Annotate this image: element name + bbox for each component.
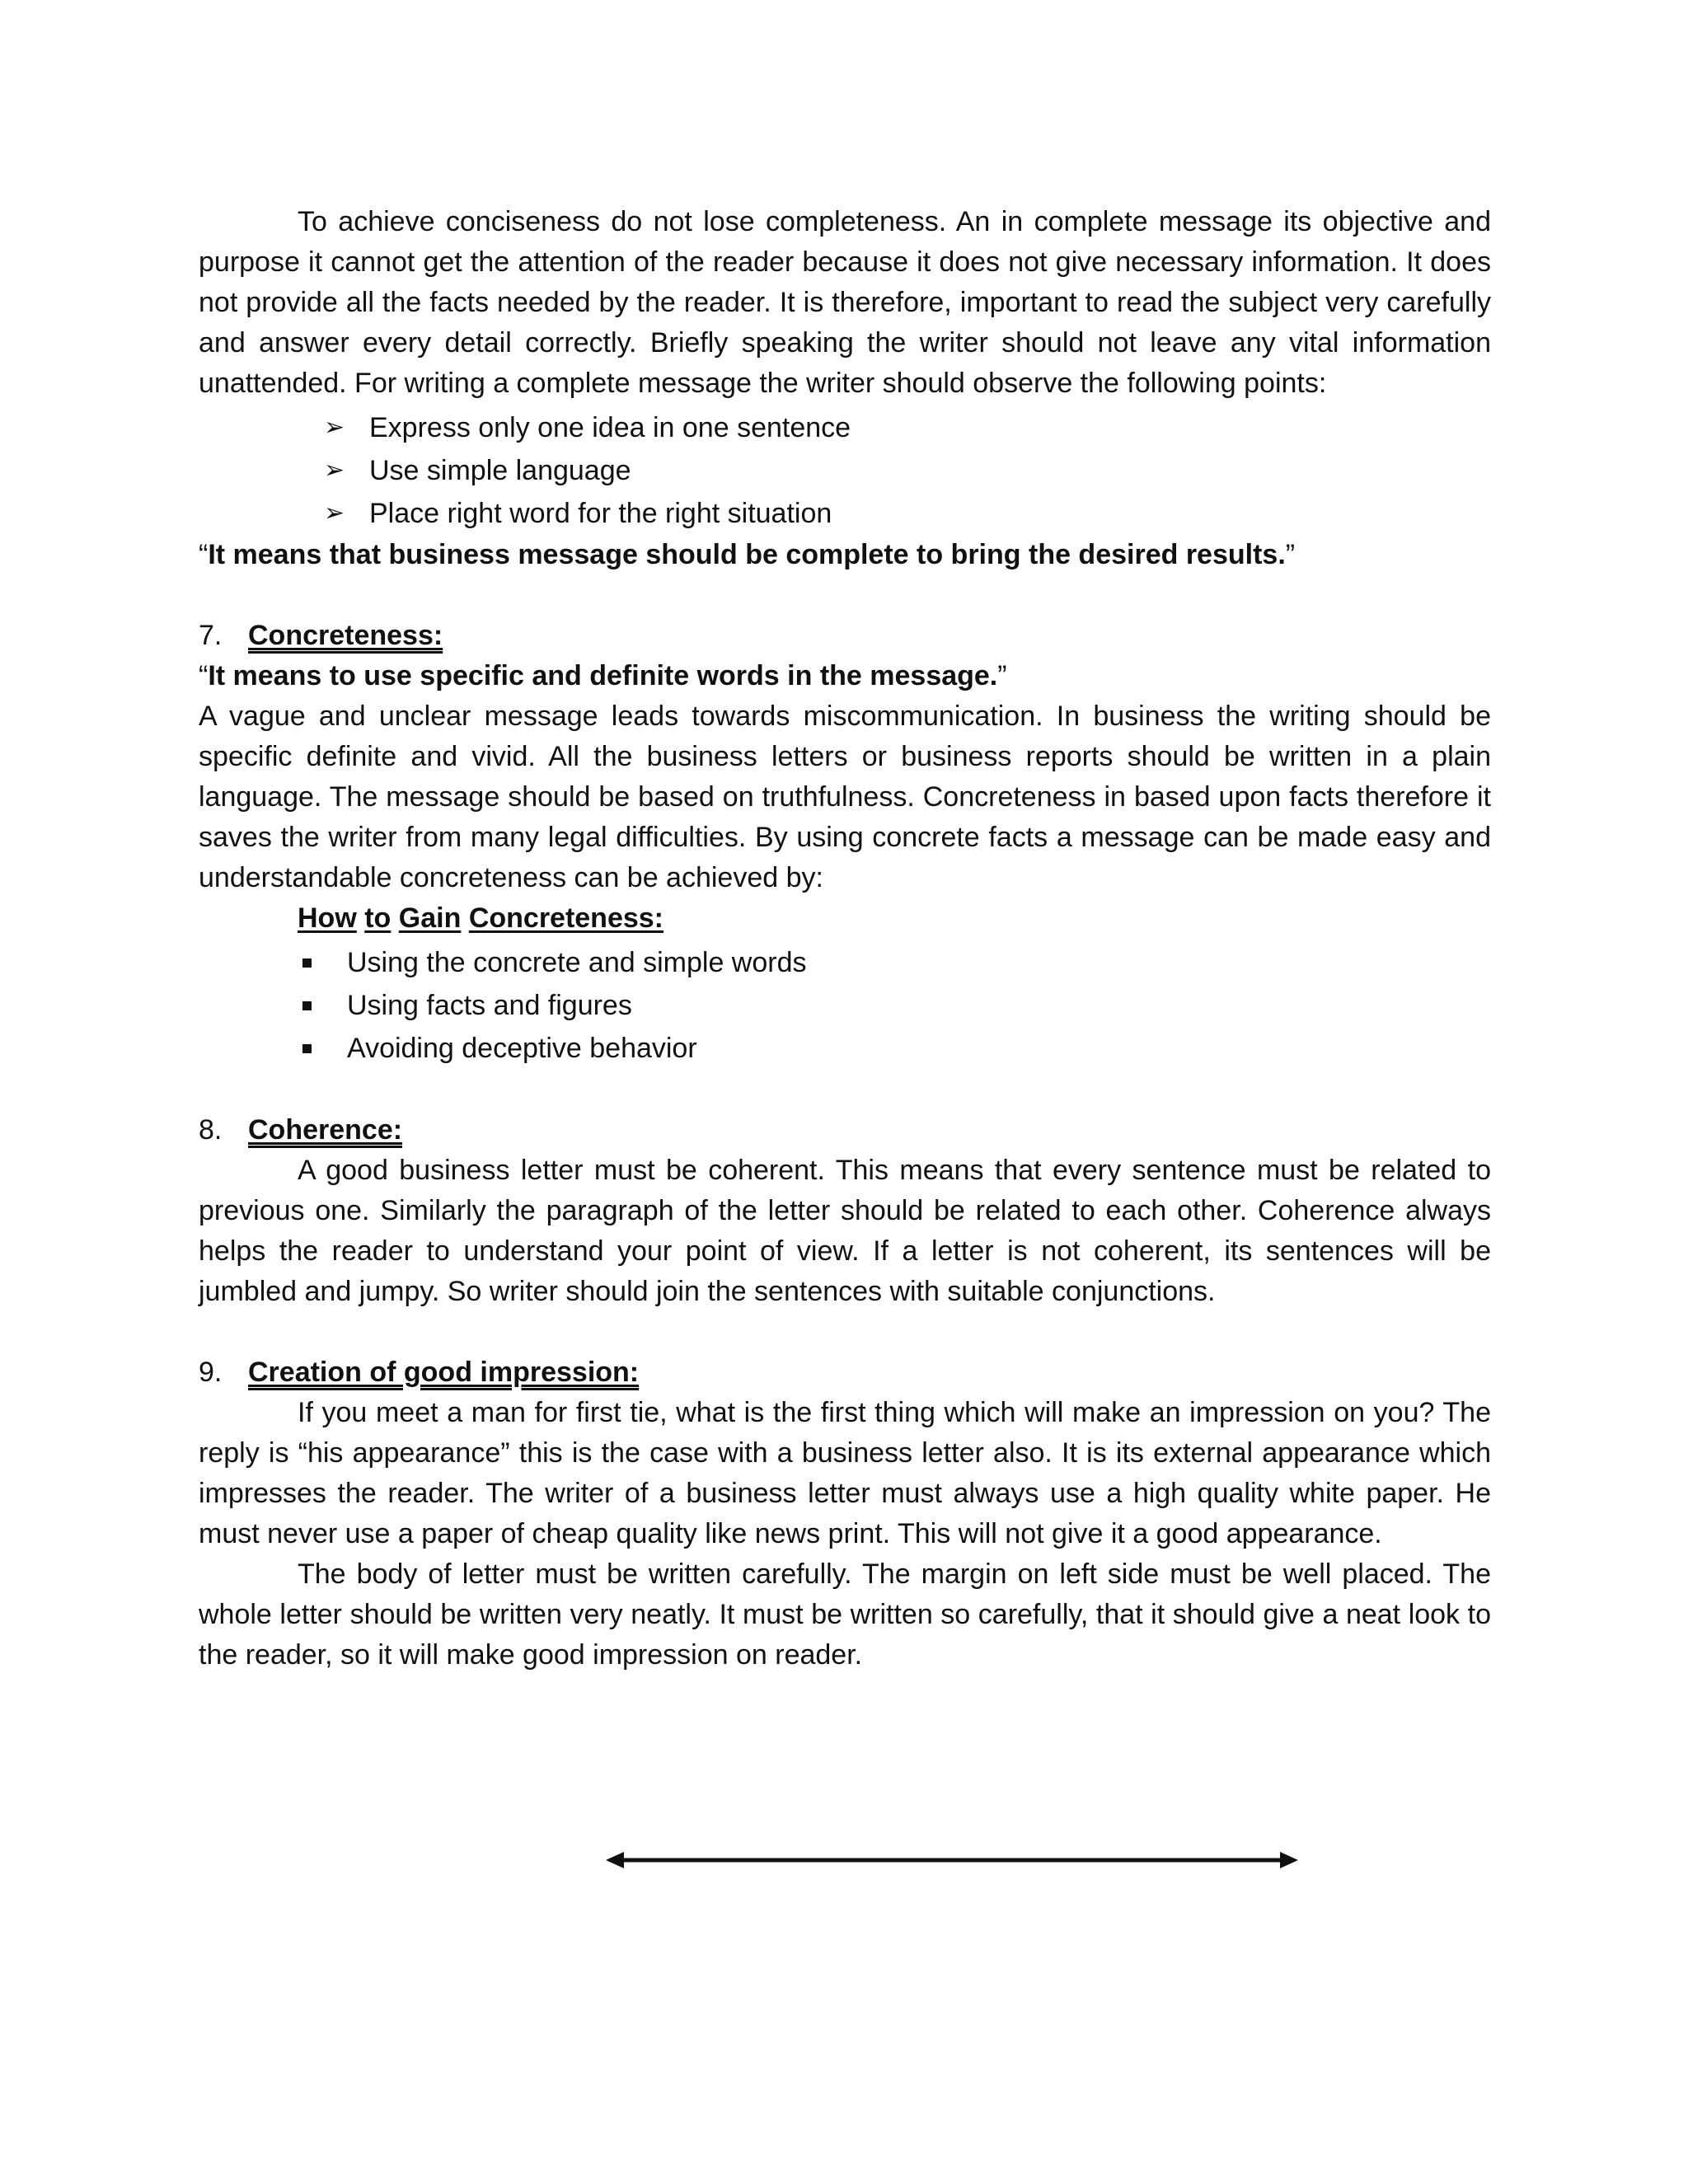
quote-open-mark: “ [199,660,209,691]
section-heading-coherence [199,1110,1491,1151]
section-number: 8. [199,1114,223,1146]
section-heading-impression [199,1352,1491,1393]
list-item-text: Avoiding deceptive behavior [347,1033,697,1064]
concreteness-quote [199,656,1491,696]
concreteness-paragraph: A vague and unclear message leads towards miscommunication. In business the writing should be specific definite and vivid. All the business letters or business reports should be written in a plain language. The message should be based on truthfulness. Concreteness in based upon facts therefore it saves the writer from many legal difficulties. By using concrete facts a message can be made easy and understandable concreteness can be achieved by: [199,701,1491,893]
list-item-text: Using the concrete and simple words [347,947,807,978]
list-item-text: Using facts and figures [347,990,632,1021]
list-item [324,406,1491,449]
concreteness-points-list [199,941,1491,1070]
double-headed-arrow-icon [606,1850,1298,1870]
intro-quote [199,535,1491,575]
quote-close-mark: ” [997,660,1007,691]
list-item [299,941,1491,984]
section-title: Concreteness: [248,620,443,651]
list-item-text: Express only one idea in one sentence [369,412,851,443]
section-number: 9. [199,1357,223,1388]
square-bullet-icon [302,958,312,968]
concreteness-subheading [199,898,1491,939]
arrow-bullet-icon: ➢ [324,499,345,527]
impression-paragraph-2: The body of letter must be written carefully. The margin on left side must be well placed. The whole letter should be written very neatly. It must be written so carefully, that it should give a neat look to the reader, so it will make good impression on reader. [199,1558,1491,1671]
list-item-text: Place right word for the right situation [369,498,832,529]
document-content [199,202,1491,1675]
quote-close-mark: ” [1285,539,1296,570]
subheading-word: to [364,902,392,934]
list-item [299,984,1491,1027]
intro-points-list [199,406,1491,535]
subheading-word: Gain [398,902,462,934]
subheading-word: Concreteness: [468,902,664,934]
impression-paragraph-1: If you meet a man for first tie, what is the first thing which will make an impression on you? The reply is “his appearance” this is the case with a business letter also. It is its external appearance which impresses the reader. The writer of a business letter must always use a high quality white paper. He must never use a paper of cheap quality like news print. This will not give it a good appearance. [199,1397,1491,1549]
section-number: 7. [199,620,223,651]
spacer [199,1312,1491,1352]
list-item-text: Use simple language [369,455,631,486]
list-item [299,1027,1491,1070]
section-title: Coherence: [248,1114,403,1146]
subheading-word: How [298,902,357,934]
intro-paragraph: To achieve conciseness do not lose completeness. An in complete message its objective and purpose it cannot get the attention of the reader because it does not give necessary information. It does not provide all the facts needed by the reader. It is therefore, important to read the subject very carefully and answer every detail correctly. Briefly speaking the writer should not leave any vital information unattended. For writing a complete message the writer should observe the following points: [199,206,1491,399]
list-item [324,492,1491,535]
square-bullet-icon [302,1044,312,1053]
quote-open-mark: “ [199,539,209,570]
spacer [199,1070,1491,1110]
list-item [324,449,1491,492]
arrow-bullet-icon: ➢ [324,457,345,484]
section-title: Creation of good impression: [248,1357,640,1388]
intro-quote-text: It means that business message should be complete to bring the desired results. [208,539,1286,570]
concreteness-quote-text: It means to use specific and definite words in the message. [208,660,998,691]
spacer [199,575,1491,616]
section-heading-concreteness [199,616,1491,656]
square-bullet-icon [302,1001,312,1010]
coherence-paragraph: A good business letter must be coherent. This means that every sentence must be related to previous one. Similarly the paragraph of the letter should be related to each other. Coherence always helps the reader to understand your point of view. If a letter is not coherent, its sentences will be jumbled and jumpy. So writer should join the sentences with suitable conjunctions. [199,1155,1491,1307]
arrow-bullet-icon: ➢ [324,414,345,441]
